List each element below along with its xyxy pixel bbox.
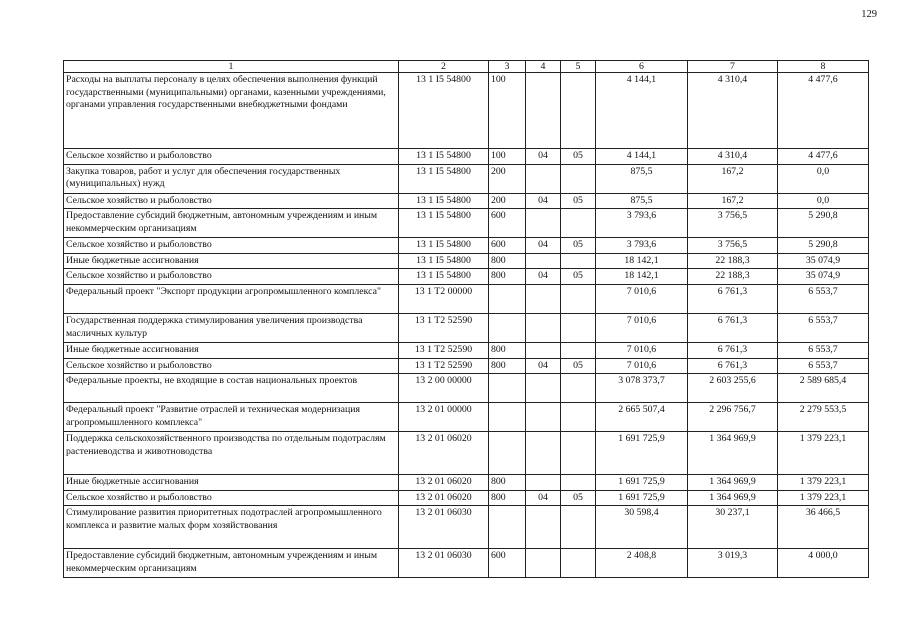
row-code-cell: 13 1 I5 54800: [399, 193, 489, 209]
row-code-cell: 13 1 I5 54800: [399, 253, 489, 269]
row-value-cell: 4 310,4: [688, 73, 778, 149]
row-value-cell: 22 188,3: [688, 269, 778, 285]
row-section-cell: [526, 432, 561, 475]
row-value-cell: 6 553,7: [778, 313, 869, 342]
row-expense-type-cell: 800: [489, 490, 526, 506]
row-name-cell: Иные бюджетные ассигнования: [64, 475, 399, 491]
header-cell: 6: [596, 61, 688, 73]
row-subsection-cell: [561, 549, 596, 578]
header-row: [64, 61, 869, 73]
row-value-cell: 1 691 725,9: [596, 490, 688, 506]
row-section-cell: 04: [526, 238, 561, 254]
row-subsection-cell: 05: [561, 238, 596, 254]
row-section-cell: [526, 313, 561, 342]
row-expense-type-cell: 200: [489, 164, 526, 193]
row-subsection-cell: [561, 284, 596, 313]
row-expense-type-cell: 800: [489, 269, 526, 285]
row-subsection-cell: [561, 432, 596, 475]
row-value-cell: 6 553,7: [778, 342, 869, 358]
row-expense-type-cell: [489, 432, 526, 475]
row-value-cell: 2 296 756,7: [688, 403, 778, 432]
header-cell: 3: [489, 61, 526, 73]
table-row: [64, 253, 869, 269]
row-section-cell: 04: [526, 149, 561, 165]
row-code-cell: 13 1 I5 54800: [399, 164, 489, 193]
row-value-cell: 6 761,3: [688, 342, 778, 358]
row-expense-type-cell: [489, 506, 526, 549]
row-code-cell: 13 1 T2 52590: [399, 358, 489, 374]
row-value-cell: 167,2: [688, 164, 778, 193]
table-row: [64, 209, 869, 238]
row-value-cell: 4 144,1: [596, 149, 688, 165]
row-name-cell: Федеральный проект "Экспорт продукции агропромышленного комплекса": [64, 284, 399, 313]
row-value-cell: 3 078 373,7: [596, 374, 688, 403]
row-expense-type-cell: [489, 313, 526, 342]
row-subsection-cell: [561, 506, 596, 549]
row-name-cell: Сельское хозяйство и рыболовство: [64, 238, 399, 254]
table-row: [64, 269, 869, 285]
row-name-cell: Предоставление субсидий бюджетным, автономным учреждениям и иным некоммерческим организациям: [64, 549, 399, 578]
row-value-cell: 35 074,9: [778, 269, 869, 285]
page-number: 129: [861, 9, 877, 20]
row-code-cell: 13 1 T2 52590: [399, 313, 489, 342]
row-code-cell: 13 2 01 06020: [399, 475, 489, 491]
row-section-cell: [526, 73, 561, 149]
header-cell: 2: [399, 61, 489, 73]
header-cell: 8: [778, 61, 869, 73]
row-code-cell: 13 2 00 00000: [399, 374, 489, 403]
row-name-cell: Сельское хозяйство и рыболовство: [64, 358, 399, 374]
row-expense-type-cell: 600: [489, 238, 526, 254]
row-value-cell: 18 142,1: [596, 269, 688, 285]
row-name-cell: Стимулирование развития приоритетных подотраслей агропромышленного комплекса и развитие малых форм хозяйствования: [64, 506, 399, 549]
table-row: [64, 358, 869, 374]
row-expense-type-cell: 800: [489, 358, 526, 374]
row-expense-type-cell: [489, 374, 526, 403]
row-subsection-cell: 05: [561, 358, 596, 374]
table-row: [64, 238, 869, 254]
row-value-cell: 7 010,6: [596, 342, 688, 358]
row-name-cell: Иные бюджетные ассигнования: [64, 342, 399, 358]
row-value-cell: 3 793,6: [596, 238, 688, 254]
row-value-cell: 36 466,5: [778, 506, 869, 549]
row-code-cell: 13 1 I5 54800: [399, 238, 489, 254]
row-name-cell: Государственная поддержка стимулирования увеличения производства масличных культур: [64, 313, 399, 342]
row-value-cell: 6 553,7: [778, 284, 869, 313]
table-row: [64, 164, 869, 193]
row-value-cell: 5 290,8: [778, 209, 869, 238]
row-value-cell: 18 142,1: [596, 253, 688, 269]
row-subsection-cell: [561, 403, 596, 432]
row-subsection-cell: [561, 73, 596, 149]
table-row: [64, 342, 869, 358]
row-value-cell: 0,0: [778, 193, 869, 209]
row-section-cell: [526, 164, 561, 193]
row-value-cell: 4 477,6: [778, 149, 869, 165]
table-row: [64, 432, 869, 475]
row-subsection-cell: 05: [561, 193, 596, 209]
row-section-cell: [526, 549, 561, 578]
table-row: [64, 73, 869, 149]
row-value-cell: 3 756,5: [688, 238, 778, 254]
row-value-cell: 35 074,9: [778, 253, 869, 269]
row-expense-type-cell: 600: [489, 549, 526, 578]
row-subsection-cell: [561, 342, 596, 358]
row-code-cell: 13 2 01 06030: [399, 506, 489, 549]
table-row: [64, 313, 869, 342]
row-section-cell: 04: [526, 490, 561, 506]
row-code-cell: 13 1 I5 54800: [399, 209, 489, 238]
row-section-cell: [526, 403, 561, 432]
row-code-cell: 13 2 01 06020: [399, 490, 489, 506]
row-code-cell: 13 2 01 06030: [399, 549, 489, 578]
row-value-cell: 875,5: [596, 193, 688, 209]
row-section-cell: [526, 475, 561, 491]
row-expense-type-cell: [489, 403, 526, 432]
row-code-cell: 13 1 I5 54800: [399, 149, 489, 165]
row-value-cell: 6 761,3: [688, 284, 778, 313]
row-value-cell: 0,0: [778, 164, 869, 193]
row-value-cell: 875,5: [596, 164, 688, 193]
row-subsection-cell: 05: [561, 490, 596, 506]
row-value-cell: 4 000,0: [778, 549, 869, 578]
row-section-cell: [526, 209, 561, 238]
header-cell: 5: [561, 61, 596, 73]
row-expense-type-cell: 100: [489, 73, 526, 149]
row-subsection-cell: [561, 164, 596, 193]
row-subsection-cell: 05: [561, 149, 596, 165]
table-row: [64, 506, 869, 549]
row-expense-type-cell: 200: [489, 193, 526, 209]
row-value-cell: 2 408,8: [596, 549, 688, 578]
row-value-cell: 1 364 969,9: [688, 432, 778, 475]
row-code-cell: 13 1 T2 00000: [399, 284, 489, 313]
table-row: [64, 475, 869, 491]
row-section-cell: 04: [526, 358, 561, 374]
row-code-cell: 13 1 I5 54800: [399, 73, 489, 149]
row-value-cell: 2 665 507,4: [596, 403, 688, 432]
row-value-cell: 1 364 969,9: [688, 490, 778, 506]
row-value-cell: 1 379 223,1: [778, 432, 869, 475]
row-section-cell: [526, 506, 561, 549]
row-value-cell: 1 691 725,9: [596, 475, 688, 491]
table-row: [64, 549, 869, 578]
row-code-cell: 13 2 01 00000: [399, 403, 489, 432]
row-value-cell: 5 290,8: [778, 238, 869, 254]
table-body: [64, 61, 869, 578]
row-section-cell: [526, 253, 561, 269]
row-name-cell: Сельское хозяйство и рыболовство: [64, 193, 399, 209]
row-expense-type-cell: 800: [489, 253, 526, 269]
row-value-cell: 1 379 223,1: [778, 475, 869, 491]
row-section-cell: [526, 374, 561, 403]
row-value-cell: 4 477,6: [778, 73, 869, 149]
row-subsection-cell: [561, 253, 596, 269]
row-code-cell: 13 1 T2 52590: [399, 342, 489, 358]
row-value-cell: 2 589 685,4: [778, 374, 869, 403]
table-row: [64, 193, 869, 209]
row-name-cell: Сельское хозяйство и рыболовство: [64, 149, 399, 165]
row-subsection-cell: [561, 475, 596, 491]
row-value-cell: 7 010,6: [596, 358, 688, 374]
row-name-cell: Закупка товаров, работ и услуг для обеспечения государственных (муниципальных) нужд: [64, 164, 399, 193]
row-value-cell: 6 553,7: [778, 358, 869, 374]
row-section-cell: 04: [526, 193, 561, 209]
row-value-cell: 30 598,4: [596, 506, 688, 549]
row-name-cell: Сельское хозяйство и рыболовство: [64, 269, 399, 285]
row-value-cell: 3 793,6: [596, 209, 688, 238]
table-row: [64, 149, 869, 165]
row-value-cell: 30 237,1: [688, 506, 778, 549]
row-name-cell: Предоставление субсидий бюджетным, автономным учреждениям и иным некоммерческим организациям: [64, 209, 399, 238]
row-value-cell: 3 019,3: [688, 549, 778, 578]
row-value-cell: 7 010,6: [596, 313, 688, 342]
row-value-cell: 6 761,3: [688, 313, 778, 342]
row-code-cell: 13 2 01 06020: [399, 432, 489, 475]
header-cell: 1: [64, 61, 399, 73]
row-name-cell: Расходы на выплаты персоналу в целях обеспечения выполнения функций государственными (муниципальными) органами, казенными учреждениями, органами управления государственными внебюджетными фондами: [64, 73, 399, 149]
row-name-cell: Федеральные проекты, не входящие в состав национальных проектов: [64, 374, 399, 403]
budget-table: [63, 60, 869, 578]
row-value-cell: 167,2: [688, 193, 778, 209]
row-expense-type-cell: 800: [489, 475, 526, 491]
row-subsection-cell: [561, 374, 596, 403]
row-section-cell: [526, 342, 561, 358]
row-name-cell: Поддержка сельскохозяйственного производства по отдельным подотраслям растениеводства и животноводства: [64, 432, 399, 475]
table-row: [64, 284, 869, 313]
row-expense-type-cell: 600: [489, 209, 526, 238]
row-value-cell: 4 310,4: [688, 149, 778, 165]
table-row: [64, 490, 869, 506]
row-value-cell: 4 144,1: [596, 73, 688, 149]
row-value-cell: 3 756,5: [688, 209, 778, 238]
row-subsection-cell: [561, 209, 596, 238]
row-section-cell: [526, 284, 561, 313]
row-subsection-cell: 05: [561, 269, 596, 285]
row-value-cell: 2 279 553,5: [778, 403, 869, 432]
row-value-cell: 1 691 725,9: [596, 432, 688, 475]
row-name-cell: Федеральный проект "Развитие отраслей и техническая модернизация агропромышленного комплекса": [64, 403, 399, 432]
row-expense-type-cell: 800: [489, 342, 526, 358]
row-value-cell: 6 761,3: [688, 358, 778, 374]
row-code-cell: 13 1 I5 54800: [399, 269, 489, 285]
row-expense-type-cell: 100: [489, 149, 526, 165]
row-name-cell: Иные бюджетные ассигнования: [64, 253, 399, 269]
row-section-cell: 04: [526, 269, 561, 285]
table-row: [64, 374, 869, 403]
row-name-cell: Сельское хозяйство и рыболовство: [64, 490, 399, 506]
table-row: [64, 403, 869, 432]
header-cell: 7: [688, 61, 778, 73]
row-subsection-cell: [561, 313, 596, 342]
row-value-cell: 22 188,3: [688, 253, 778, 269]
row-value-cell: 1 379 223,1: [778, 490, 869, 506]
row-value-cell: 1 364 969,9: [688, 475, 778, 491]
header-cell: 4: [526, 61, 561, 73]
row-value-cell: 2 603 255,6: [688, 374, 778, 403]
row-expense-type-cell: [489, 284, 526, 313]
row-value-cell: 7 010,6: [596, 284, 688, 313]
